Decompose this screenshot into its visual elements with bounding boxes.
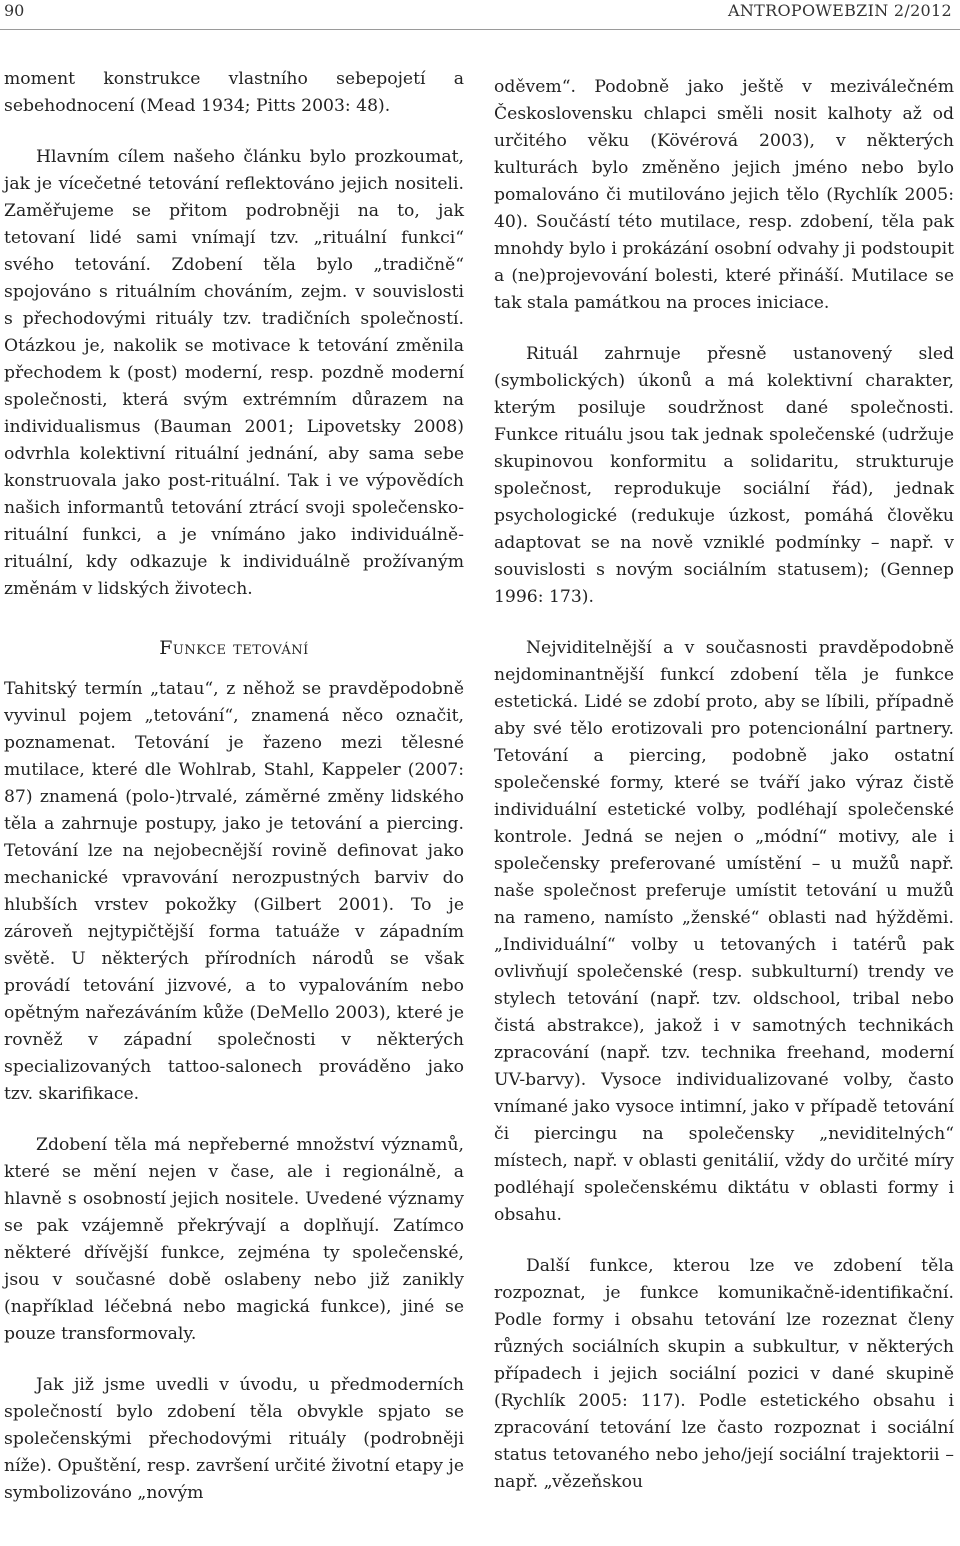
paragraph: Nejviditelnější a v současnosti pravděpodobně nejdominantnější funkcí zdobení těla je funkce estetická. Lidé se zdobí proto, aby se líbili, případně aby své tělo erotizovali pro potencionální partnery. Tetování a piercing, podobně jako ostatní společenské formy, které se tváří jako výraz čistě individuální estetické volby, podléhají společenské kontrole. Jedná se nejen o „módní“ motivy, ale i společensky preferované umístění – u mužů např. naše společnost preferuje umístit tetování u mužů na rameno, namísto „ženské“ oblasti nad hýžděmi. „Individuální“ volby u tetovaných i tatérů pak ovlivňují společenské (resp. subkulturní) trendy ve stylech tetování (např. tzv. oldschool, tribal nebo čistá abstrakce), jakož i v samotných technikách zpracování (např. tzv. technika freehand, moderní UV-barvy). Vysoce individualizované volby, často vnímané jako vysoce intimní, jako v případě tetování či piercingu na společensky „neviditelných“ místech, např. v oblasti genitálií, vždy do určité míry podléhají společenskému diktátu v oblasti formy i obsahu. <box>494 638 954 1225</box>
paragraph: Rituál zahrnuje přesně ustanovený sled (symbolických) úkonů a má kolektivní charakter, kterým posiluje soudržnost dané společnosti. Funkce rituálu jsou tak jednak společenské (udržuje skupinovou konformitu a solidaritu, strukturuje společnost, reprodukuje sociální řád), jednak psychologické (redukuje úzkost, pomáhá člověku adaptovat se na nově vzniklé podmínky – např. v souvislosti s novým sociálním statusem); (Gennep 1996: 173). <box>494 344 954 607</box>
page-number: 90 <box>4 1 25 20</box>
paragraph: Zdobení těla má nepřeberné množství významů, které se mění nejen v čase, ale i regionálně, a hlavně s osobností jejich nositele. Uvedené významy se pak vzájemně překrývají a doplňují. Zatímco některé dřívější funkce, zejména ty společenské, jsou v současné době oslabeny nebo již zanikly (například léčebná nebo magická funkce), jiné se pouze transformovaly. <box>4 1135 464 1344</box>
paragraph: Další funkce, kterou lze ve zdobení těla rozpoznat, je funkce komunikačně-identifikační. Podle formy i obsahu tetování lze rozeznat členy různých sociálních skupin a subkultur, v některých případech i jejich sociální pozici v dané skupině (Rychlík 2005: 117). Podle estetického obsahu i zpracování tetování lze často rozpoznat i sociální status tetovaného nebo jeho/její sociální trajektorii – např. „vězeňskou <box>494 1256 954 1492</box>
paragraph: Tahitský termín „tatau“, z něhož se pravděpodobně vyvinul pojem „tetování“, znamená něco označit, poznamenat. Tetování je řazeno mezi tělesné mutilace, které dle Wohlrab, Stahl, Kappeler (2007: 87) znamená (polo-)trvalé, záměrné změny lidského těla a zahrnuje postupy, jako je tetování a piercing. Tetování lze na nejobecnější rovině definovat jako mechanické vpravování nerozpustných barviv do hlubších vrstev pokožky (Gilbert 2001). To je zároveň nejtypičtější forma tatuáže v západním světě. U některých přírodních národů se však provádí tetování jizvové, a to vypalováním nebo opětným nařezáváním kůže (DeMello 2003), které je rovněž v západní společnosti v některých specializovaných tattoo-salonech prováděno jako tzv. skarifikace. <box>4 679 464 1104</box>
paragraph: moment konstrukce vlastního sebepojetí a sebehodnocení (Mead 1934; Pitts 2003: 48). <box>4 69 464 116</box>
paragraph: oděvem“. Podobně jako ještě v meziválečném Československu chlapci směli nosit kalhoty až od určitého věku (Kövérová 2003), v některých kulturách bylo změněno jejich jméno nebo bylo pomalováno či mutilováno jejich tělo (Rychlík 2005: 40). Součástí této mutilace, resp. zdobení, těla pak mnohdy bylo i prokázání osobní odvahy ji podstoupit a (ne)projevování bolesti, které přináší. Mutilace se tak stala památkou na proces iniciace. <box>494 77 954 313</box>
paragraph: Jak již jsme uvedli v úvodu, u předmoderních společností bylo zdobení těla obvykle spjato se společenskými přechodovými rituály (podrobněji níže). Opuštění, resp. završení určité životní etapy je symbolizováno „novým <box>4 1375 464 1503</box>
paragraph: Hlavním cílem našeho článku bylo prozkoumat, jak je vícečetné tetování reflektováno jejich nositeli. Zaměřujeme se přitom podrobněji na to, jak tetovaní lidé sami vnímají tzv. „rituální funkci“ svého tetování. Zdobení těla bylo „tradičně“ spojováno s rituálním chováním, zejm. v souvislosti s přechodovými rituály tzv. tradičních společností. Otázkou je, nakolik se motivace k tetování změnila přechodem k (post) moderní, resp. pozdně moderní společnosti, která svým extrémním důrazem na individualismus (Bauman 2001; Lipovetsky 2008) odvrhla kolektivní rituální jednání, aby sama sebe konstruovala jako post-rituální. Tak i ve výpovědích našich informantů tetování ztrácí svoji společensko-rituální funkci, a je vnímáno jako individuálně-rituální, kdy odkazuje k individuálně prožívaným změnám v lidských životech. <box>4 147 464 599</box>
running-header <box>0 0 960 24</box>
journal-title: ANTROPOWEBZIN 2/2012 <box>728 1 952 20</box>
right-column <box>494 74 954 1496</box>
header-rule <box>0 29 960 30</box>
section-heading: Funkce tetování <box>159 637 309 659</box>
left-column <box>4 66 464 1507</box>
